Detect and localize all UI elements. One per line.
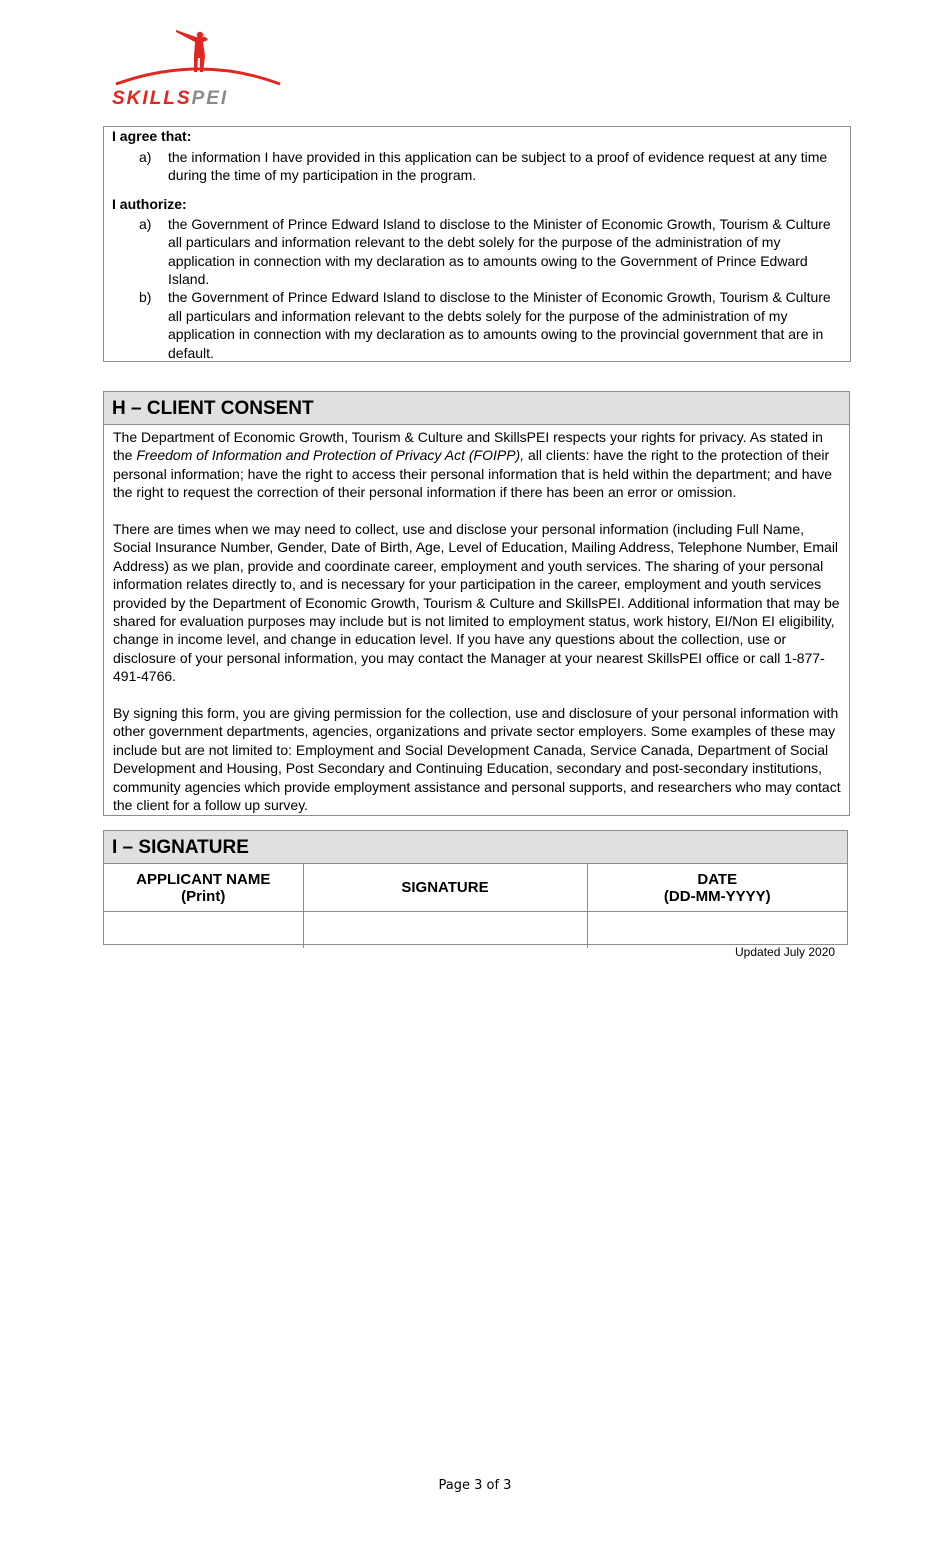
skillspei-logo: [108, 26, 293, 112]
updated-date: Updated July 2020: [735, 945, 836, 959]
header-sublabel: (Print): [181, 887, 226, 905]
consent-paragraph-1: [113, 428, 841, 502]
agree-heading: I agree that:: [112, 128, 192, 144]
logo-figure-icon: [108, 26, 293, 96]
list-text: the information I have provided in this application can be subject to a proof of evidence request at any time during the time of my participation in the program.: [168, 149, 828, 184]
header-label: APPLICANT NAME: [136, 870, 271, 888]
list-text: the Government of Prince Edward Island to disclose to the Minister of Economic Growth, Tourism & Culture all particulars and information relevant to the debts solely for the purpose of the administration of my application in connection with my declaration as to amounts owing to the provincial government that are in default.: [168, 289, 831, 361]
agreement-section: [103, 126, 851, 362]
applicant-name-header: [104, 864, 303, 912]
consent-paragraph-2: There are times when we may need to collect, use and disclose your personal information (including Full Name, Social Insurance Number, Gender, Date of Birth, Age, Level of Education, Mailing Address, Telephone Number, Email Address) as we plan, provide and coordinate career, employment and youth services. The sharing of your personal information relates directly to, and is necessary for your participation in the career, employment and youth services provided by the Department of Economic Growth, Tourism & Culture and SkillsPEI. Additional information that may be shared for evaluation purposes may include but is not limited to employment status, work history, EI/Non EI eligibility, change in income level, and change in education level. If you have any questions about the collection, use or disclosure of your personal information, you may contact the Manager at your nearest SkillsPEI office or call 1-877-491-4766.: [113, 521, 840, 685]
signature-section: [103, 830, 848, 945]
section-title: H – CLIENT CONSENT: [104, 392, 849, 425]
authorize-item-b: [139, 288, 842, 362]
date-header: [587, 864, 847, 912]
table-header-row: [104, 864, 847, 912]
logo-text-skills: SKILLS: [112, 88, 192, 109]
logo-wordmark: [112, 88, 228, 110]
section-title: I – SIGNATURE: [104, 831, 847, 864]
agree-item-a: [139, 148, 842, 185]
signature-table: [104, 864, 847, 948]
list-label: a): [139, 215, 152, 232]
consent-paragraph-3: By signing this form, you are giving permission for the collection, use and disclosure of your personal information with other government departments, agencies, organizations and private sector employers. Some examples of these may include but are not limited to: Employment and Social Development Canada, Service Canada, Department of Social Development and Housing, Post Secondary and Continuing Education, secondary and post-secondary institutions, community agencies which provide employment assistance and personal supports, and researchers who may contact the client for a follow up survey.: [113, 705, 841, 814]
consent-p1-text-cont: all clients: have the right to the protection of their personal information; have the right to access their personal information that is held within the department; and have the right to request the correction of their personal information if there has been an error or omission.: [113, 447, 833, 501]
signature-header: [303, 864, 587, 912]
date-field[interactable]: [587, 912, 847, 949]
logo-text-pei: PEI: [191, 88, 229, 109]
list-label: a): [139, 149, 152, 165]
authorize-heading: I authorize:: [112, 195, 187, 212]
list-text: the Government of Prince Edward Island to disclose to the Minister of Economic Growth, Tourism & Culture all particulars and information relevant to the debt solely for the purpose of the administration of my application in connection with my declaration as to amounts owing to the Government of Prince Edward Island.: [168, 215, 831, 288]
client-consent-section: [103, 391, 850, 816]
consent-body: [104, 425, 849, 815]
table-row: [104, 912, 847, 949]
applicant-name-field[interactable]: [104, 912, 303, 949]
list-label: b): [139, 289, 152, 306]
header-label: SIGNATURE: [401, 879, 489, 896]
signature-field[interactable]: [303, 912, 587, 949]
consent-p1-text: The Department of Economic Growth, Tourism & Culture and SkillsPEI respects your rights for privacy. As stated in the: [113, 429, 823, 464]
page-number: Page 3 of 3: [438, 1478, 512, 1493]
header-sublabel: (DD-MM-YYYY): [663, 887, 771, 905]
authorize-item-a: [139, 215, 842, 289]
header-label: DATE: [697, 870, 738, 888]
foipp-act-name: Freedom of Information and Protection of Privacy Act (FOIPP),: [136, 447, 525, 464]
